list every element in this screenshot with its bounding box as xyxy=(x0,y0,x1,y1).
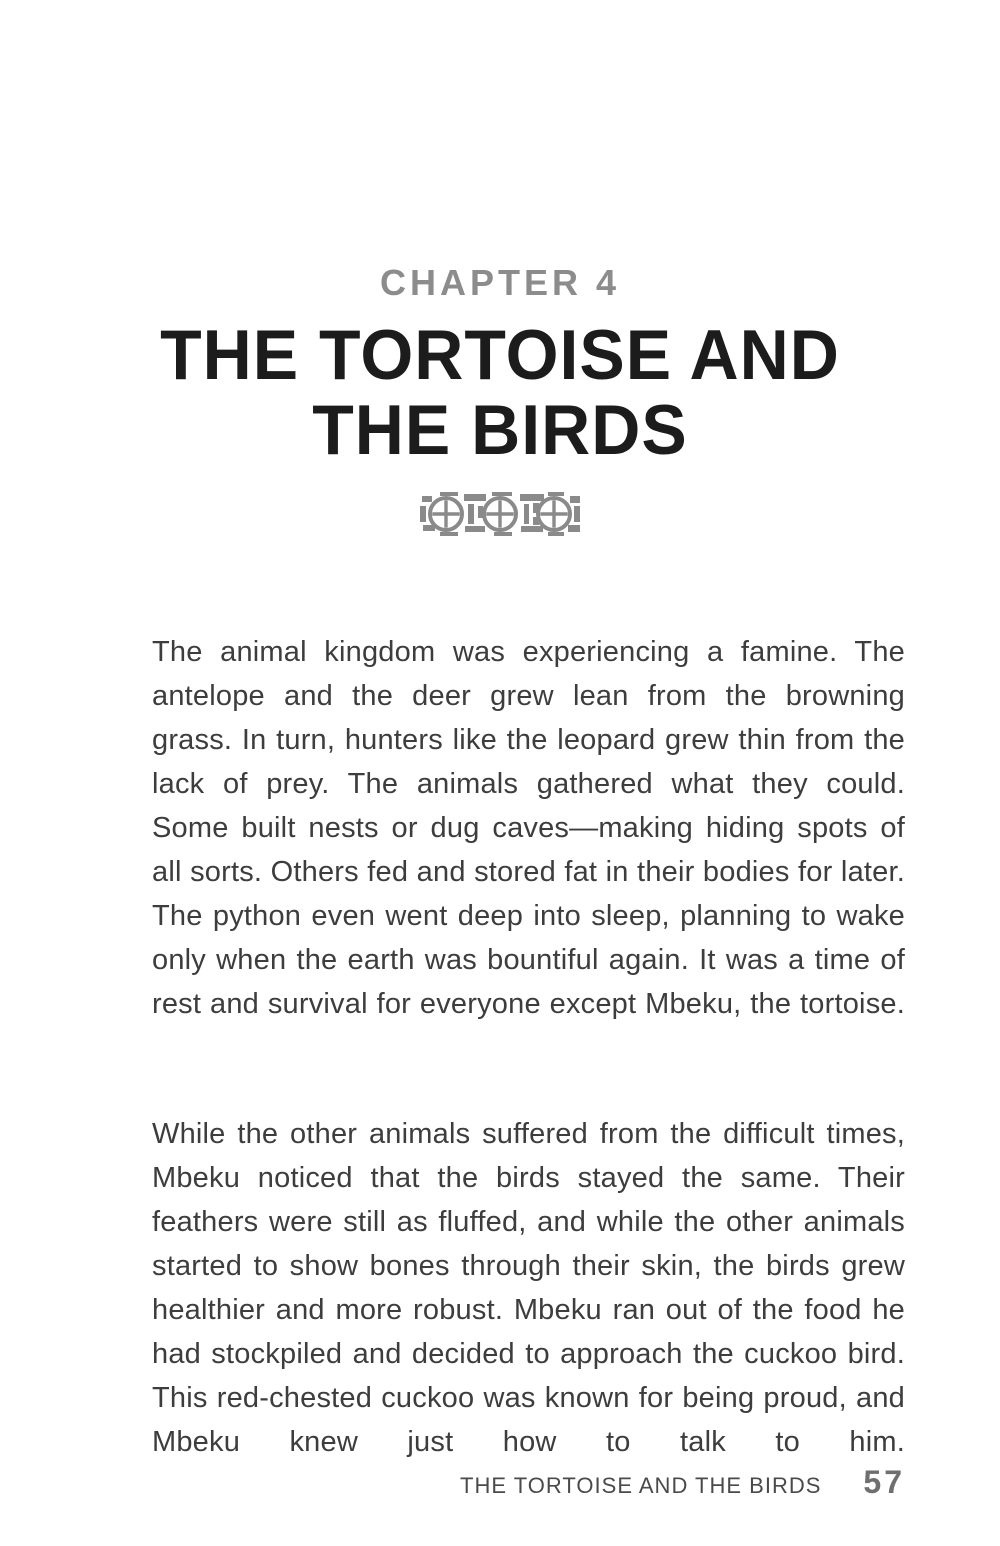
chapter-body xyxy=(152,630,905,1508)
chapter-title-line-2: THE BIRDS xyxy=(312,390,688,470)
page-number: 57 xyxy=(863,1464,905,1500)
page-footer xyxy=(152,1464,905,1501)
paragraph-1: The animal kingdom was experiencing a famine. The antelope and the deer grew lean from the browning grass. In turn, hunters like the leopard grew thin from the lack of prey. The animals gathered what they could. Some built nests or dug caves—making hiding spots of all sorts. Others fed and stored fat in their bodies for later. The python even went deep into sleep, planning to wake only when the earth was bountiful again. It was a time of rest and survival for everyone except Mbeku, the tortoise. xyxy=(152,636,905,1020)
chapter-ornament-icon xyxy=(420,492,580,536)
chapter-label: CHAPTER 4 xyxy=(379,262,621,303)
paragraph-2: While the other animals suffered from the difficult times, Mbeku noticed that the birds stayed the same. Their feathers were still as fluffed, and while the other animals started to show bones through their skin, the birds grew healthier and more robust. Mbeku ran out of the food he had stockpiled and decided to approach the cuckoo bird. This red-chested cuckoo was known for being proud, and Mbeku knew just how to talk to him. xyxy=(152,1118,905,1458)
chapter-title xyxy=(0,315,1000,470)
chapter-title-line-1: THE TORTOISE AND xyxy=(160,315,840,395)
running-footer-title: THE TORTOISE AND THE BIRDS xyxy=(460,1473,822,1498)
